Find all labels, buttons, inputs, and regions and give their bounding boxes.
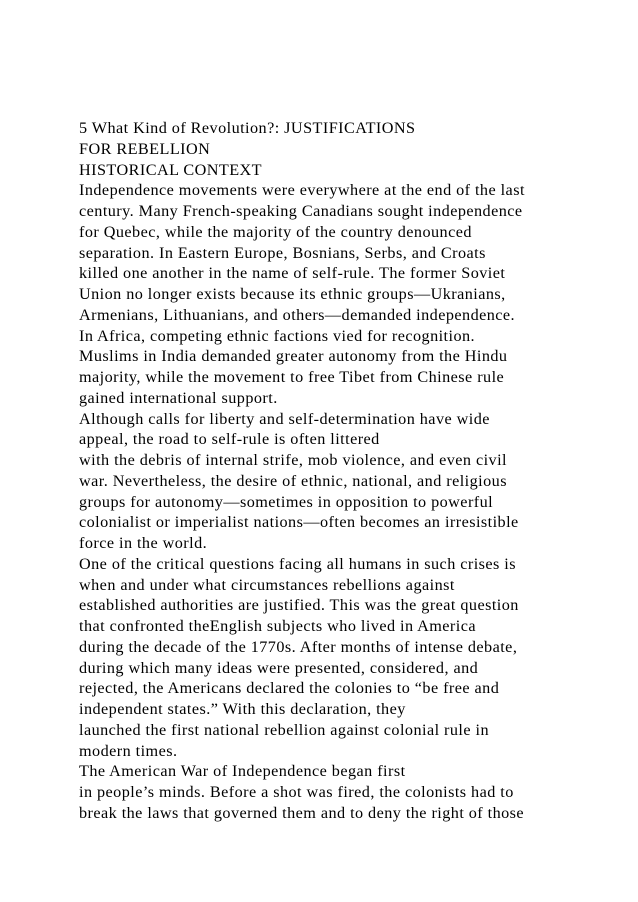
text-line: groups for autonomy—sometimes in opposition to powerful: [79, 492, 494, 511]
text-line: launched the first national rebellion against colonial rule in: [79, 720, 489, 739]
text-line: majority, while the movement to free Tibet from Chinese rule: [79, 368, 505, 386]
text-line: when and under what circumstances rebellions against: [79, 575, 455, 594]
text-line: Independence movements were everywhere at the end of the last: [79, 181, 525, 200]
text-line: war. Nevertheless, the desire of ethnic, national, and religious: [79, 471, 507, 490]
text-line: established authorities are justified. This was the great question: [79, 596, 519, 615]
document-text: [79, 118, 619, 824]
text-line: One of the critical questions facing all humans in such crises is: [79, 554, 516, 573]
text-line: The American War of Independence began first: [79, 762, 406, 781]
text-line: modern times.: [79, 741, 178, 760]
text-line: In Africa, competing ethnic factions vied for recognition.: [79, 326, 476, 345]
text-line: rejected, the Americans declared the colonies to “be free and: [79, 679, 500, 698]
text-line: independent states.” With this declaration, they: [79, 700, 406, 718]
text-line: Muslims in India demanded greater autonomy from the Hindu: [79, 347, 508, 366]
text-line: in people’s minds. Before a shot was fired, the colonists had to: [79, 783, 514, 801]
text-line: separation. In Eastern Europe, Bosnians, Serbs, and Croats: [79, 243, 486, 262]
text-line: century. Many French-speaking Canadians sought independence: [79, 202, 523, 220]
text-line: Although calls for liberty and self-determination have wide: [79, 409, 490, 428]
text-line: gained international support.: [79, 388, 278, 407]
text-line: Armenians, Lithuanians, and others—demanded independence.: [79, 305, 516, 324]
text-line: during which many ideas were presented, considered, and: [79, 658, 479, 677]
text-line: with the debris of internal strife, mob violence, and even civil: [79, 451, 507, 469]
text-line: break the laws that governed them and to deny the right of those: [79, 803, 525, 822]
text-line: that confronted theEnglish subjects who lived in America: [79, 617, 476, 635]
chapter-title-line-1: 5 What Kind of Revolution?: JUSTIFICATIONS: [79, 119, 416, 137]
chapter-title-line-2: FOR REBELLION: [79, 139, 211, 158]
text-line: force in the world.: [79, 534, 208, 552]
text-line: appeal, the road to self-rule is often littered: [79, 430, 380, 449]
text-line: killed one another in the name of self-rule. The former Soviet: [79, 264, 506, 283]
section-heading: HISTORICAL CONTEXT: [79, 160, 263, 179]
text-line: colonialist or imperialist nations—often becomes an irresistible: [79, 513, 519, 532]
text-line: during the decade of the 1770s. After months of intense debate,: [79, 637, 518, 656]
text-line: Union no longer exists because its ethnic groups—Ukranians,: [79, 285, 506, 303]
text-line: for Quebec, while the majority of the country denounced: [79, 222, 472, 241]
